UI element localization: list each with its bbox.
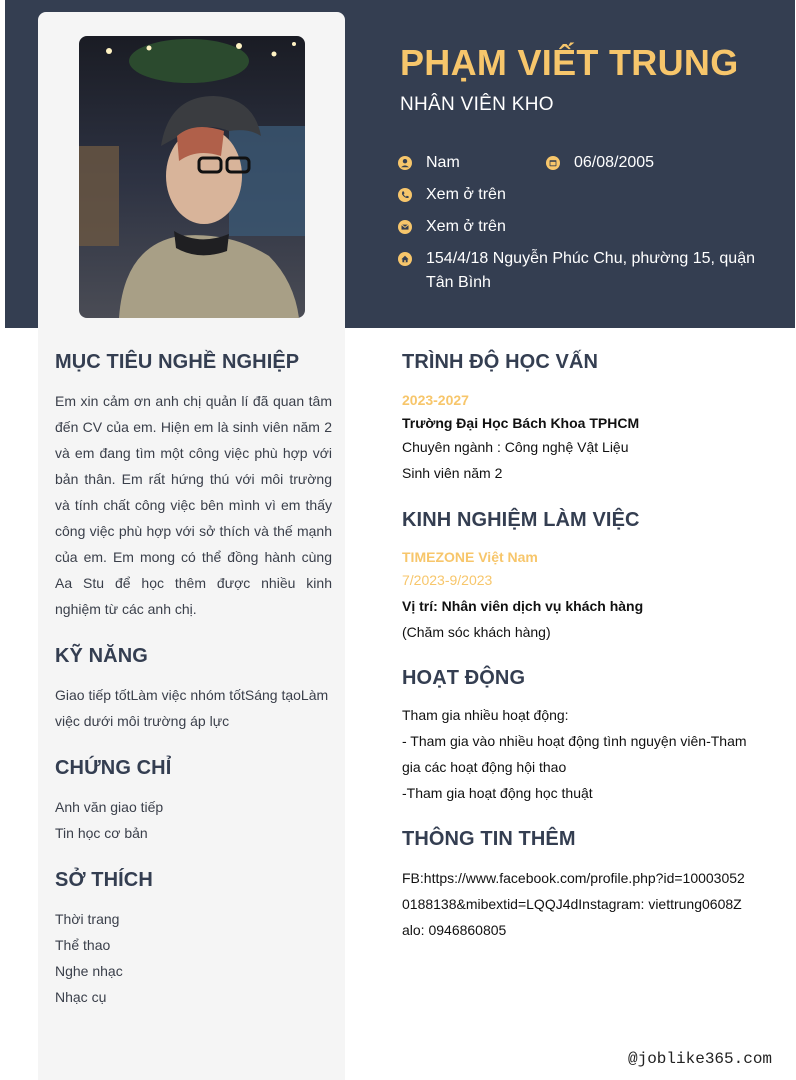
hobbies-title: SỞ THÍCH: [55, 869, 153, 891]
email-row: [398, 215, 506, 239]
phone-row: [398, 183, 506, 207]
skills-text: Giao tiếp tốtLàm việc nhóm tốtSáng tạoLàm việc dưới môi trường áp lực: [55, 687, 329, 729]
list-item: Tin học cơ bản: [55, 825, 148, 841]
additional-info-text: FB:https://www.facebook.com/profile.php?id=100030520188138&mibextid=LQQJ4dInstagram: viettrung0608Zalo: 0946860805: [402, 870, 745, 938]
activities-line: Tham gia nhiều hoạt động:: [402, 707, 569, 723]
email-value: Xem ở trên: [426, 218, 506, 235]
candidate-name: PHẠM VIẾT TRUNG: [400, 42, 739, 83]
address-row: [398, 247, 768, 295]
experience-description: (Chăm sóc khách hàng): [402, 624, 551, 640]
home-icon: [398, 252, 412, 266]
birthday-row: [546, 151, 654, 175]
activities-block: [402, 702, 752, 806]
list-item: Nghe nhạc: [55, 963, 123, 979]
skills-title: KỸ NĂNG: [55, 645, 148, 667]
education-major: Chuyên ngành : Công nghệ Vật Liệu: [402, 439, 629, 455]
address-value: 154/4/18 Nguyễn Phúc Chu, phường 15, quận Tân Bình: [426, 250, 755, 291]
education-year: Sinh viên năm 2: [402, 465, 503, 481]
phone-icon: [398, 188, 412, 202]
list-item: Thể thao: [55, 937, 111, 953]
certificates-list: [55, 794, 163, 846]
hobbies-list: [55, 906, 123, 1010]
certificates-title: CHỨNG CHỈ: [55, 757, 172, 779]
objective-text: Em xin cảm ơn anh chị quản lí đã quan tâm đến CV của em. Hiện em là sinh viên năm 2 và em đang tìm một công việc phù hợp với bản thân. Em rất hứng thú với môi trường và tính chất công việc bên mình vì em thấy công việc phù hợp với sở thích và thế mạnh của em. Em mong có thể đồng hành cùng Aa Stu để học thêm được nhiều kinh nghiệm từ các anh chị.: [55, 393, 332, 617]
additional-info-title: THÔNG TIN THÊM: [402, 828, 576, 850]
experience-title: KINH NGHIỆM LÀM VIỆC: [402, 509, 640, 531]
job-title: NHÂN VIÊN KHO: [400, 94, 554, 115]
education-school: Trường Đại Học Bách Khoa TPHCM: [402, 415, 640, 431]
gender-value: Nam: [426, 154, 460, 171]
envelope-icon: [398, 220, 412, 234]
calendar-icon: [546, 156, 560, 170]
experience-period: 7/2023-9/2023: [402, 572, 493, 588]
birthday-value: 06/08/2005: [574, 154, 655, 171]
phone-value: Xem ở trên: [426, 186, 506, 203]
objective-title: MỤC TIÊU NGHỀ NGHIỆP: [55, 351, 300, 373]
user-circle-icon: [398, 156, 412, 170]
education-block: [402, 389, 762, 486]
watermark: @joblike365.com: [628, 1050, 773, 1068]
experience-block: [402, 546, 762, 645]
education-period: 2023-2027: [402, 392, 469, 408]
gender-row: [398, 151, 460, 175]
education-title: TRÌNH ĐỘ HỌC VẤN: [402, 351, 599, 373]
list-item: Thời trang: [55, 911, 120, 927]
list-item: Anh văn giao tiếp: [55, 799, 164, 815]
profile-photo: [79, 36, 305, 318]
activities-line: - Tham gia vào nhiều hoạt động tình nguyện viên-Tham gia các hoạt động hội thao: [402, 733, 747, 775]
experience-position: Vị trí: Nhân viên dịch vụ khách hàng: [402, 598, 644, 614]
experience-company: TIMEZONE Việt Nam: [402, 549, 538, 565]
activities-title: HOẠT ĐỘNG: [402, 667, 526, 689]
list-item: Nhạc cụ: [55, 989, 107, 1005]
activities-line: -Tham gia hoạt động học thuật: [402, 785, 593, 801]
